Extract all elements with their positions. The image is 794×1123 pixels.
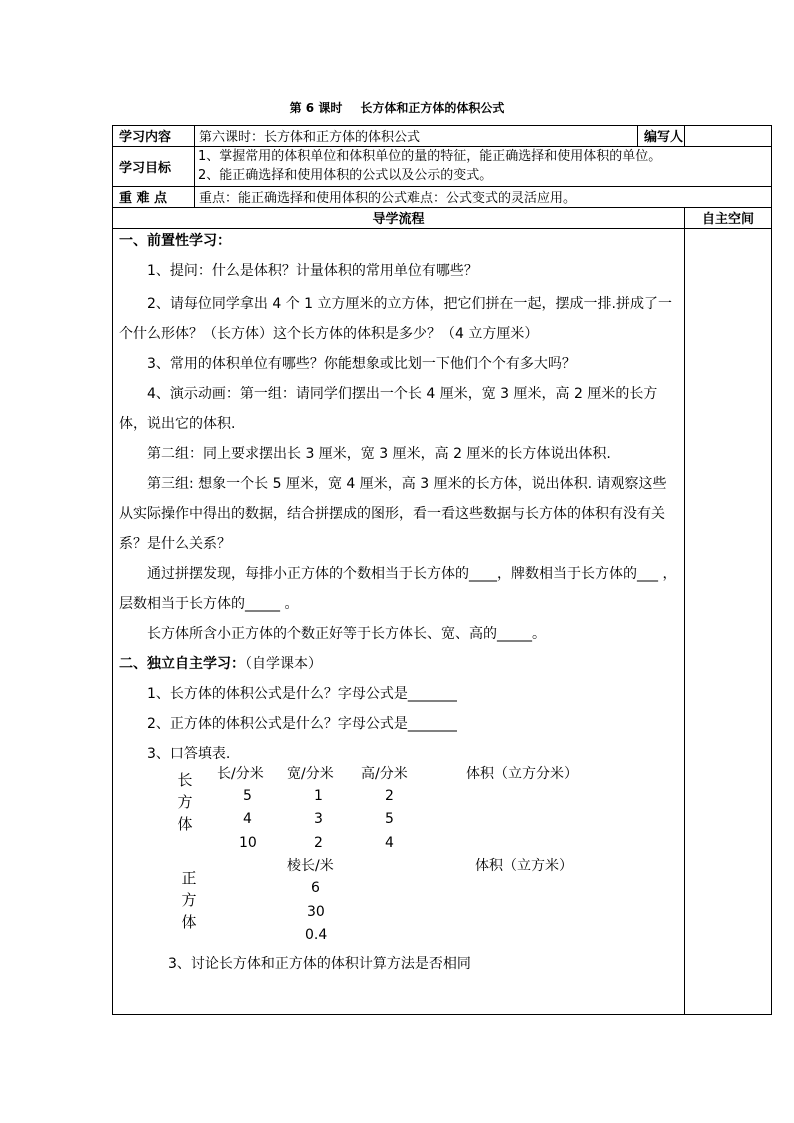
paragraph-3: 3、常用的体积单位有哪些？你能想象或比划一下他们个个有多大吗？ (147, 356, 576, 372)
question-1: 1、长方体的体积公式是什么？字母公式是_______ (147, 686, 457, 702)
key-value: 重点：能正确选择和使用体积的公式难点：公式变式的灵活应用。 (195, 187, 772, 208)
cube-r2-edge: 30 (307, 904, 325, 920)
cuboid-header-width: 宽/分米 (287, 766, 334, 782)
key-row (113, 187, 772, 208)
cuboid-r3-width: 2 (314, 835, 323, 851)
key-label: 重 难 点 (113, 187, 195, 208)
author-value (685, 126, 772, 147)
cuboid-r1-height: 2 (385, 788, 394, 804)
cube-label: 正 方 体 (181, 869, 197, 931)
cube-r1-edge: 6 (311, 880, 320, 896)
lesson-topic: 长方体和正方体的体积公式 (360, 101, 505, 115)
content-label: 学习内容 (113, 126, 195, 147)
content-value: 第六课时：长方体和正方体的体积公式 (195, 126, 638, 147)
section-2-note: （自学课本） (245, 656, 322, 672)
fill-table (119, 766, 678, 959)
cube-header-volume: 体积（立方米） (475, 858, 573, 874)
flow-header-row (113, 208, 772, 229)
cube-header-edge: 棱长/米 (287, 858, 334, 874)
cuboid-header-length: 长/分米 (217, 766, 264, 782)
paragraph-6: 第三组: 想象一个长 5 厘米，宽 4 厘米，高 3 厘米的长方体，说出体积. 请观察这些从实际操作中得出的数据，结合拼摆成的图形，看一看这些数据与长方体的体积有没有关系？是什么关系？ (119, 476, 667, 552)
space-label: 自主空间 (685, 208, 772, 229)
cuboid-label: 长 方 体 (177, 771, 193, 833)
goal-row (113, 147, 772, 187)
section-2-heading: 二、独立自主学习： (119, 656, 245, 672)
goal-1: 1、掌握常用的体积单位和体积单位的量的特征，能正确选择和使用体积的单位。 (198, 149, 662, 164)
goal-2: 2、能正确选择和使用体积的公式以及公示的变式。 (198, 168, 493, 183)
cuboid-r2-length: 4 (243, 811, 252, 827)
cuboid-header-volume: 体积（立方分米） (466, 766, 578, 782)
paragraph-2: 2、请每位同学拿出 4 个 1 立方厘米的立方体，把它们拼在一起，摆成一排.拼成了一个什么形体？（长方体）这个长方体的体积是多少？（4 立方厘米） (119, 296, 672, 342)
goal-value (195, 147, 772, 187)
flow-label: 导学流程 (113, 208, 685, 229)
paragraph-7: 通过拼摆发现，每排小正方体的个数相当于长方体的____，牌数相当于长方体的___ ，层数相当于长方体的_____ 。 (119, 566, 677, 612)
paragraph-1: 1、提问：什么是体积？计量体积的常用单位有哪些？ (147, 263, 478, 279)
cuboid-r1-width: 1 (314, 788, 323, 804)
cuboid-r3-length: 10 (239, 835, 257, 851)
cube-r3-edge: 0.4 (305, 927, 328, 943)
cuboid-r3-height: 4 (385, 835, 394, 851)
paragraph-8: 长方体所含小正方体的个数正好等于长方体长、宽、高的_____。 (147, 626, 546, 642)
lesson-table (112, 125, 772, 1015)
paragraph-4: 4、演示动画：第一组：请同学们摆出一个长 4 厘米，宽 3 厘米，高 2 厘米的长方体，说出它的体积. (119, 386, 658, 432)
question-3: 3、口答填表. (147, 746, 231, 762)
goal-label: 学习目标 (113, 147, 195, 187)
section-1-title: 一、前置性学习： (119, 233, 231, 249)
section-2-title (119, 649, 678, 679)
paragraph-5: 第二组：同上要求摆出长 3 厘米，宽 3 厘米，高 2 厘米的长方体说出体积. (147, 446, 611, 462)
lesson-number: 第 6 课时 (289, 101, 343, 115)
author-label: 编写人 (638, 126, 685, 147)
cuboid-r2-height: 5 (385, 811, 394, 827)
cuboid-r1-length: 5 (243, 788, 252, 804)
page-title (0, 99, 794, 116)
question-4: 3、讨论长方体和正方体的体积计算方法是否相同 (168, 956, 471, 972)
cuboid-r2-width: 3 (314, 811, 323, 827)
flow-body (113, 229, 685, 1015)
flow-body-row (113, 229, 772, 1015)
question-2: 2、正方体的体积公式是什么？字母公式是_______ (147, 716, 457, 732)
cuboid-header-height: 高/分米 (361, 766, 408, 782)
content-row (113, 126, 772, 147)
space-cell (685, 229, 772, 1015)
